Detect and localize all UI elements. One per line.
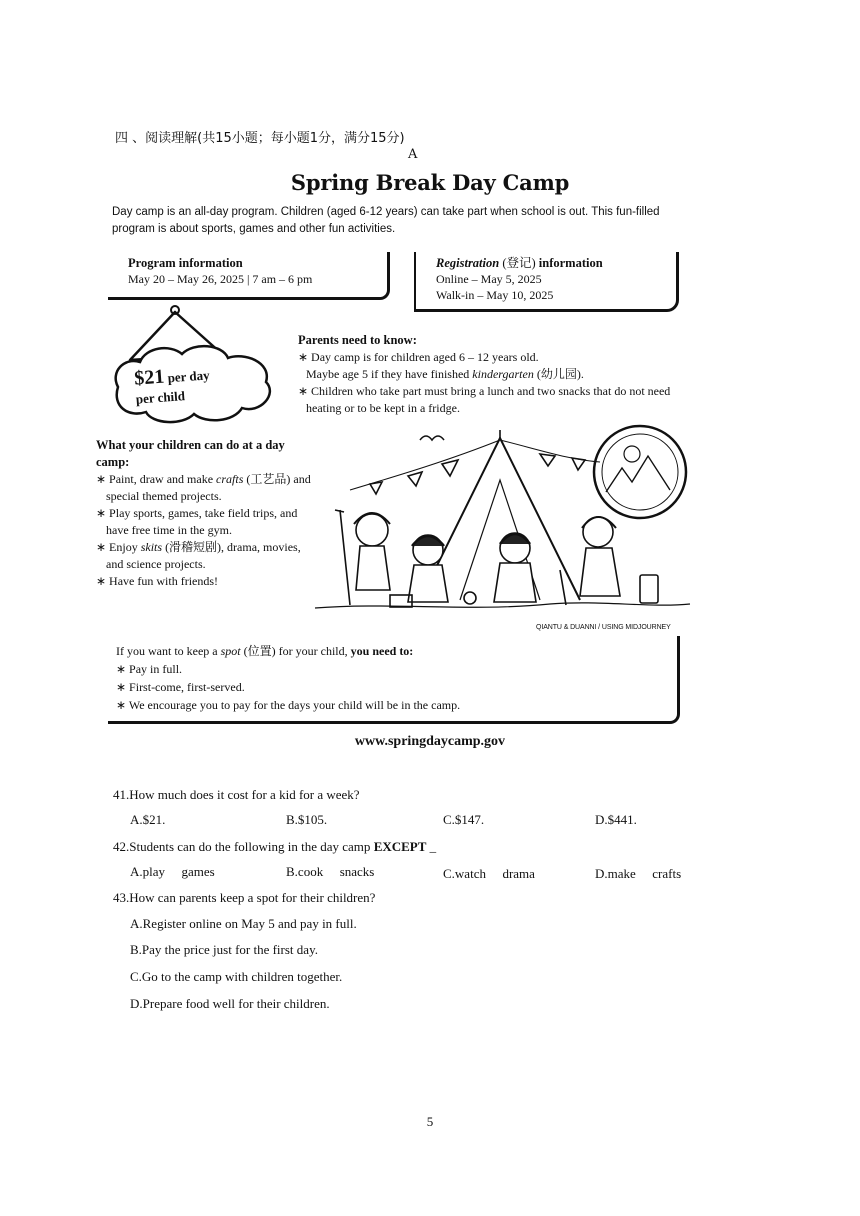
spot-item: ∗ We encourage you to pay for the days your child will be in the camp. (116, 698, 461, 712)
q41-option-d: D.$441. (595, 812, 637, 827)
camp-intro: Day camp is an all-day program. Children (aged 6-12 years) can take part when school is out. This fun-filled program is about sports, games and other fun activities. (112, 206, 660, 235)
q42-option-d: D.make crafts (595, 866, 682, 881)
question-42: 42.Students can do the following in the day camp EXCEPT _ (113, 839, 437, 854)
q41-option-c: C.$147. (443, 812, 485, 827)
parents-item-continued: Maybe age 5 if they have finished kindergarten (幼儿园). (306, 367, 584, 381)
activity-item: ∗ Have fun with friends! (96, 574, 219, 588)
question-41: 41.How much does it cost for a kid for a week? (113, 787, 360, 802)
q42-option-b: B.cook snacks (286, 864, 375, 879)
page-number: 5 (426, 1114, 434, 1129)
spot-info-box (108, 636, 680, 724)
camp-website: www.springdaycamp.gov (354, 734, 506, 749)
q43-option-d: D.Prepare food well for their children. (130, 996, 330, 1011)
q42-option-c: C.watch drama (443, 866, 535, 881)
camp-illustration (310, 420, 695, 620)
activity-item: ∗ Enjoy skits (滑稽短剧), drama, movies, and science projects. (96, 540, 301, 571)
parents-item: ∗ Children who take part must bring a lunch and two snacks that do not need heating or to be kept in a fridge. (298, 384, 671, 415)
camp-title: Spring Break Day Camp (290, 170, 570, 195)
program-info-box (108, 252, 390, 300)
registration-heading: Registration (登记) information (436, 256, 603, 270)
q42-option-a: A.play games (130, 864, 215, 879)
q43-option-a: A.Register online on May 5 and pay in full. (130, 916, 357, 931)
program-dates: May 20 – May 26, 2025 | 7 am – 6 pm (128, 272, 313, 286)
q41-option-b: B.$105. (286, 812, 328, 827)
illustration-credit: QIANTU & DUANNI / USING MIDJOURNEY (536, 624, 671, 631)
registration-walkin: Walk-in – May 10, 2025 (436, 288, 554, 302)
spot-item: ∗ First-come, first-served. (116, 680, 245, 694)
spot-item: ∗ Pay in full. (116, 662, 183, 676)
parents-item: ∗ Day camp is for children aged 6 – 12 years old. (298, 350, 539, 364)
price-label: $21 per day per child (133, 365, 211, 407)
activity-item: ∗ Play sports, games, take field trips, and have free time in the gym. (96, 506, 298, 537)
passage-letter: A (408, 147, 418, 162)
registration-info-box (414, 252, 679, 312)
program-heading: Program information (128, 256, 243, 270)
question-43: 43.How can parents keep a spot for their children? (113, 890, 376, 905)
activity-item: ∗ Paint, draw and make crafts (工艺品) and special themed projects. (96, 472, 311, 503)
q41-option-a: A.$21. (130, 812, 166, 827)
activities-heading: What your children can do at a day camp: (96, 438, 285, 469)
section-heading: 四 、阅读理解(共15小题；每小题1分，满分15分) (115, 131, 405, 146)
spot-heading: If you want to keep a spot (位置) for your child, you need to: (116, 644, 414, 658)
parents-info (298, 332, 693, 417)
q43-option-b: B.Pay the price just for the first day. (130, 942, 318, 957)
parents-heading: Parents need to know: (298, 333, 417, 347)
activities-list (96, 437, 311, 590)
registration-online: Online – May 5, 2025 (436, 272, 542, 286)
q43-option-c: C.Go to the camp with children together. (130, 969, 343, 984)
